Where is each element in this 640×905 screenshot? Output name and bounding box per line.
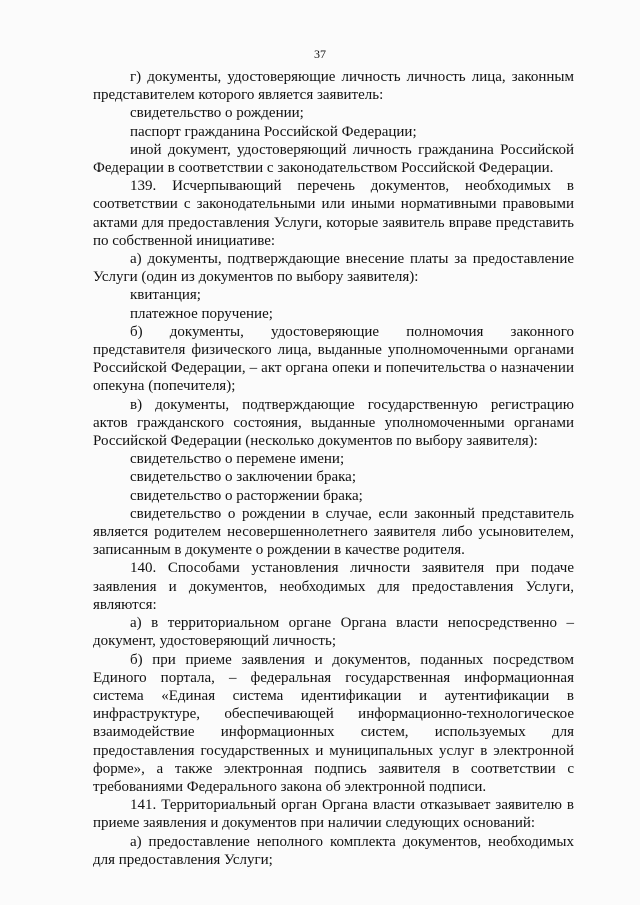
list-item: свидетельство о рождении в случае, если законный представитель является родителем несовершеннолетнего заявителя либо усыновителем, записанным в документе о рождении в качестве родителя. [93,505,574,559]
paragraph-item-a: а) предоставление неполного комплекта документов, необходимых для предоставления Услуги; [93,833,574,868]
list-item: свидетельство о заключении брака; [130,469,356,486]
list-item: платежное поручение; [130,305,273,322]
paragraph-139: 139. Исчерпывающий перечень документов, необходимых в соответствии с законодательными или иными нормативными правовыми актами для предоставления Услуги, которые заявитель вправе представить по собственной инициативе: [93,178,574,249]
list-item: свидетельство о рождении; [130,105,304,122]
paragraph-item-a: а) в территориальном органе Органа власти непосредственно – документ, удостоверяющий личность; [93,615,574,650]
paragraph-item-b: б) документы, удостоверяющие полномочия законного представителя физического лица, выданные уполномоченными органами Российской Федерации, – акт органа опеки и попечительства о назначении опекуна (попечителя); [93,323,574,395]
list-item: свидетельство о перемене имени; [130,451,345,468]
paragraph-item-a: а) документы, подтверждающие внесение платы за предоставление Услуги (один из документов по выбору заявителя): [93,251,574,286]
page-number: 37 [314,47,326,61]
list-item: свидетельство о расторжении брака; [130,487,363,504]
list-item: иной документ, удостоверяющий личность гражданина Российской Федерации в соответствии с законодательством Российской Федерации. [93,141,574,177]
paragraph-141: 141. Территориальный орган Органа власти отказывает заявителю в приеме заявления и документов при наличии следующих оснований: [93,797,574,832]
list-item: паспорт гражданина Российской Федерации; [130,123,417,140]
paragraph-item-b: б) при приеме заявления и документов, поданных посредством Единого портала, – федеральная государственная информационная система «Единая система идентификации и аутентификации в инфраструктуре, обеспечивающей информационно-технологическое взаимодействие информационных систем, используемых для предоставления государственных и муниципальных услуг в электронной форме», а также электронная подпись заявителя в соответствии с требованиями Федерального закона об электронной подписи. [93,651,574,795]
paragraph-item-g: г) документы, удостоверяющие личность личность лица, законным представителем которого является заявитель: [93,69,574,104]
paragraph-item-v: в) документы, подтверждающие государственную регистрацию актов гражданского состояния, выданные уполномоченными органами Российской Федерации (несколько документов по выбору заявителя): [93,396,574,450]
list-item: квитанция; [130,287,201,304]
document-body [93,68,574,869]
paragraph-140: 140. Способами установления личности заявителя при подаче заявления и документов, необходимых для предоставления Услуги, являются: [93,560,574,613]
